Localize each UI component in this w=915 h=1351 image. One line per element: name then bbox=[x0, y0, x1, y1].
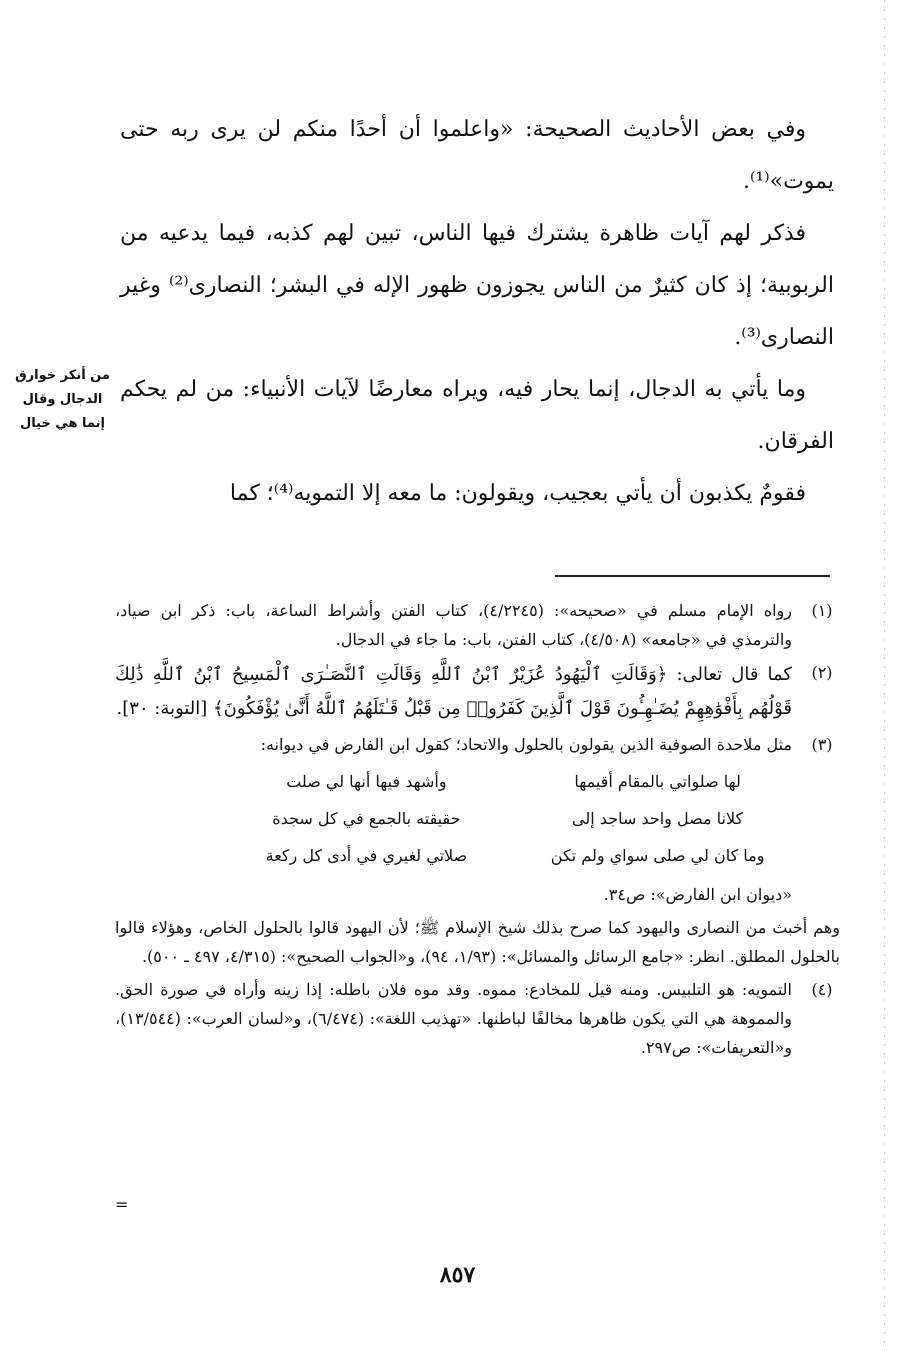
footnotes bbox=[115, 596, 840, 1066]
footnote-3 bbox=[115, 730, 840, 909]
footnote-text: رواه الإمام مسلم في «صحيحه»: (٤/٢٢٤٥)، كتاب الفتن وأشراط الساعة، باب: ذكر ابن صياد، والترمذي في «جامعه» (٤/٥٠٨)، كتاب الفتن، باب: ما جاء في الدجال. bbox=[115, 601, 793, 649]
footnote-number: (١) bbox=[811, 601, 833, 620]
poem-source: «ديوان ابن الفارض»: ص٣٤. bbox=[603, 885, 792, 904]
footnote-2 bbox=[115, 658, 840, 726]
margin-note: من أنكر خوارق الدجال وقال إنما هي خيال bbox=[15, 368, 110, 431]
footnote-number: (٤) bbox=[811, 980, 833, 999]
footnote-4 bbox=[115, 975, 840, 1062]
footnote-separator bbox=[555, 575, 830, 577]
verse-line bbox=[232, 837, 792, 874]
paragraph-4: فقومٌ يكذبون أن يأتي بعجيب، ويقولون: ما معه إلا التمويه⁽⁴⁾؛ كما bbox=[229, 481, 806, 506]
verse-line bbox=[232, 800, 792, 837]
paragraph-1: وفي بعض الأحاديث الصحيحة: «واعلموا أن أحدًا منكم لن يرى ربه حتى يموت»⁽¹⁾. bbox=[120, 117, 834, 194]
paragraph-2: فذكر لهم آيات ظاهرة يشترك فيها الناس، تبين لهم كذبه، فيما يدعيه من الربوبية؛ إذ كان كثيرٌ من الناس يجوزون ظهور الإله في البشر؛ النصارى⁽²⁾ وغير النصارى⁽³⁾. bbox=[120, 221, 834, 350]
footnote-number: (٢) bbox=[811, 663, 833, 682]
verse-second-hemistich: حقيقته بالجمع في كل سجدة bbox=[272, 809, 461, 828]
page-number: ٨٥٧ bbox=[439, 1262, 476, 1288]
footnote-text: التمويه: هو التلبيس. ومنه قيل للمخادع: مموه. وقد موه فلان باطله: إذا زينه وأراه في صورة الحق. والمموهة هي التي يكون ظاهرها مخالفًا لباطنها. «تهذيب اللغة»: (٦/٤٧٤)، و«لسان العرب»: (١٣/٥٤٤)، و«التعريفات»: ص٢٩٧. bbox=[115, 980, 792, 1057]
verse-second-hemistich: وأشهد فيها أنها لي صلت bbox=[286, 772, 447, 791]
main-text bbox=[120, 104, 834, 520]
footnote-intro: كما قال تعالى: bbox=[676, 664, 792, 685]
verse-first-hemistich: كلانا مصل واحد ساجد إلى bbox=[572, 809, 744, 828]
footnote-3-continuation: وهم أخبث من النصارى واليهود كما صرح بذلك شيخ الإسلام ﷺ؛ لأن اليهود قالوا بالحلول الخاص، وهؤلاء قالوا بالحلول المطلق. انظر: «جامع الرسائل والمسائل»: (١/٩٣، ٩٤)، و«الجواب الصحيح»: (٤/٣١٥، ٤٩٧ ـ ٥٠٠). bbox=[115, 918, 841, 966]
paragraph-3: وما يأتي به الدجال، إنما يحار فيه، ويراه معارضًا لآيات الأنبياء: من لم يحكم الفرقان. bbox=[120, 377, 834, 454]
verse-first-hemistich: وما كان لي صلى سواي ولم تكن bbox=[550, 846, 765, 865]
verse-first-hemistich: لها صلواتي بالمقام أقيمها bbox=[574, 772, 741, 791]
continuation-mark: = bbox=[115, 1195, 129, 1214]
page-edge-dots bbox=[884, 0, 885, 1351]
verse-reference: [التوبة: ٣٠]. bbox=[116, 698, 208, 719]
footnote-1 bbox=[115, 596, 840, 654]
quran-verse: ﴿وَقَالَتِ ٱلْيَهُودُ عُزَيْرٌ ٱبْنُ ٱللَّهِ وَقَالَتِ ٱلنَّصَـٰرَى ٱلْمَسِيحُ ٱبْنُ ٱللَّهِ ذَٰلِكَ قَوْلُهُم بِأَفْوَٰهِهِمْ يُضَـٰهِـُٔونَ قَوْلَ ٱلَّذِينَ كَفَرُوا۟ مِن قَبْلُ قَـٰتَلَهُمُ ٱللَّهُ أَنَّىٰ يُؤْفَكُونَ﴾ bbox=[115, 664, 792, 719]
verse-second-hemistich: صلاتي لغيري في أدى كل ركعة bbox=[265, 846, 468, 865]
poem-verses bbox=[232, 763, 792, 874]
footnote-intro: مثل ملاحدة الصوفية الذين يقولون بالحلول والاتحاد؛ كقول ابن الفارض في ديوانه: bbox=[260, 735, 792, 754]
footnote-number: (٣) bbox=[811, 735, 833, 754]
verse-line bbox=[232, 763, 792, 800]
